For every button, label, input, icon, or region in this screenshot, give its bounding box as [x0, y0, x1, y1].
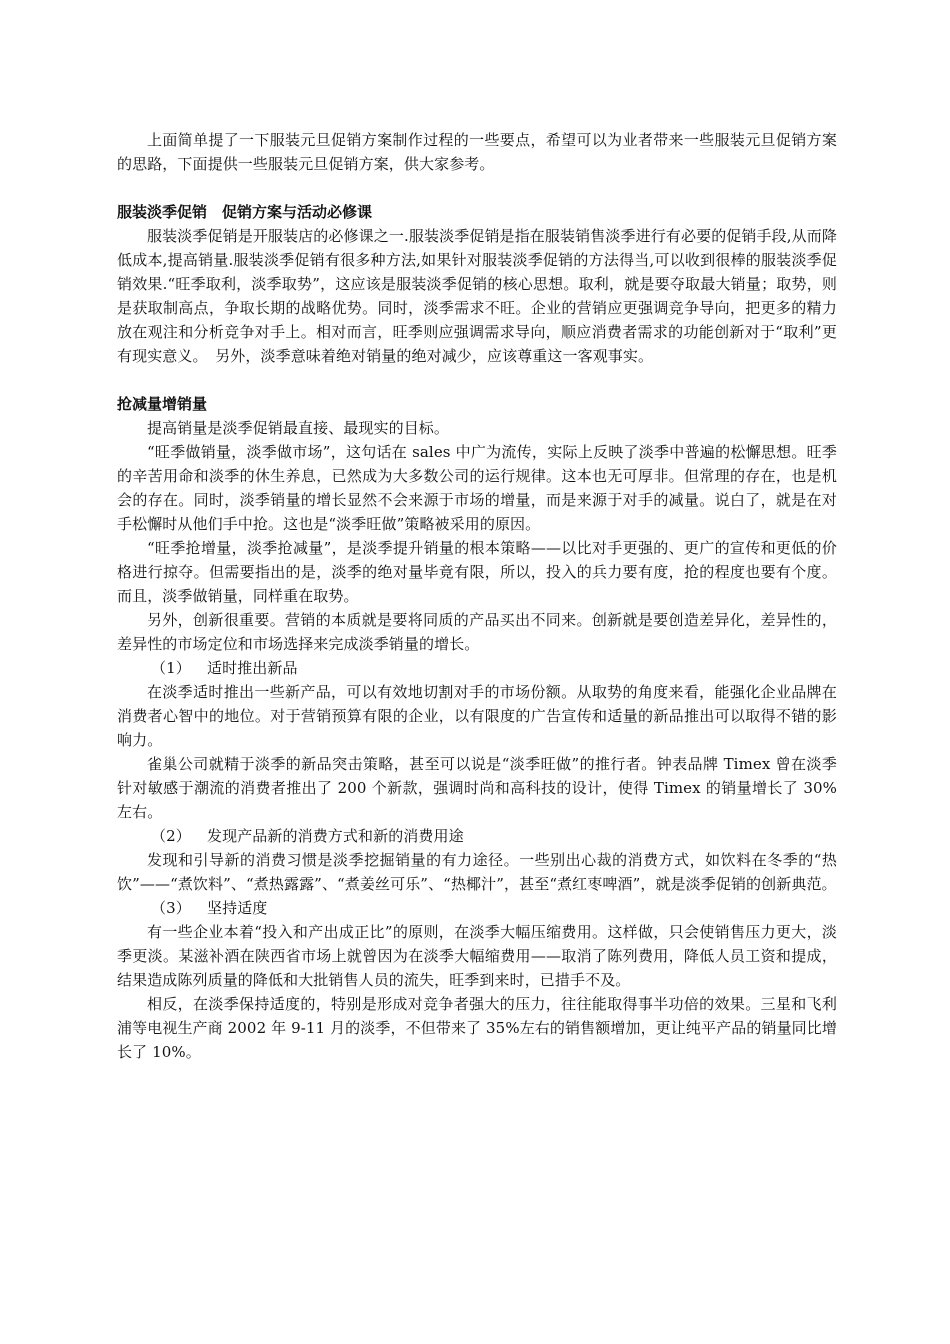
list-item-heading [117, 824, 837, 848]
section-heading-off-season: 服装淡季促销 促销方案与活动必修课 [117, 203, 373, 221]
body-paragraph: 提高销量是淡季促销最直接、最现实的目标。 [147, 419, 450, 437]
list-item-title: 发现产品新的消费方式和新的消费用途 [207, 827, 464, 845]
body-paragraph: 相反，在淡季保持适度的，特别是形成对竞争者强大的压力，往往能取得事半功倍的效果。三星和飞利浦等电视生产商 2002 年 9-11 月的淡季，不但带来了 35%左右的销售额增加，更让纯平产品的销量同比增长了 10%。 [117, 995, 837, 1061]
body-paragraph: 另外，创新很重要。营销的本质就是要将同质的产品买出不同来。创新就是要创造差异化，差异性的，差异性的市场定位和市场选择来完成淡季销量的增长。 [117, 611, 837, 653]
list-item-heading [117, 896, 837, 920]
list-item-number: （3） [151, 899, 191, 917]
body-paragraph: 雀巢公司就精于淡季的新品突击策略，甚至可以说是“淡季旺做”的推行者。钟表品牌 Timex 曾在淡季针对敏感于潮流的消费者推出了 200 个新款，强调时尚和高科技的设计，使得 Timex 的销量增长了 30%左右。 [117, 755, 837, 821]
list-item-title: 适时推出新品 [207, 659, 298, 677]
section-heading-grab-sales: 抢减量增销量 [117, 395, 208, 413]
list-item-heading [117, 656, 837, 680]
body-paragraph: 发现和引导新的消费习惯是淡季挖掘销量的有力途径。一些别出心裁的消费方式，如饮料在冬季的“热饮”——“煮饮料”、“煮热露露”、“煮姜丝可乐”、“热椰汁”，甚至“煮红枣啤酒”，就是淡季促销的创新典范。 [117, 851, 837, 893]
off-season-paragraph: 服装淡季促销是开服装店的必修课之一.服装淡季促销是指在服装销售淡季进行有必要的促销手段,从而降低成本,提高销量.服装淡季促销有很多种方法,如果针对服装淡季促销的方法得当,可以收到很棒的服装淡季促销效果.“旺季取利，淡季取势”，这应该是服装淡季促销的核心思想。取利，就是要夺取最大销量；取势，则是获取制高点，争取长期的战略优势。同时，淡季需求不旺。企业的营销应更强调竞争导向，把更多的精力放在观注和分析竞争对手上。相对而言，旺季则应强调需求导向，顺应消费者需求的功能创新对于“取利”更有现实意义。 另外，淡季意味着绝对销量的绝对减少，应该尊重这一客观事实。 [117, 227, 837, 365]
list-item-number: （2） [151, 827, 191, 845]
document-body [117, 128, 837, 1064]
body-paragraph: “旺季抢增量，淡季抢减量”，是淡季提升销量的根本策略——以比对手更强的、更广的宣传和更低的价格进行掠夺。但需要指出的是，淡季的绝对量毕竟有限，所以，投入的兵力要有度，抢的程度也要有个度。而且，淡季做销量，同样重在取势。 [117, 539, 837, 605]
body-paragraph: “旺季做销量，淡季做市场”，这句话在 sales 中广为流传，实际上反映了淡季中普遍的松懈思想。旺季的辛苦用命和淡季的休生养息，已然成为大多数公司的运行规律。这本也无可厚非。但常理的存在，也是机会的存在。同时，淡季销量的增长显然不会来源于市场的增量，而是来源于对手的减量。说白了，就是在对手松懈时从他们手中抢。这也是“淡季旺做”策略被采用的原因。 [117, 443, 837, 533]
body-paragraph: 有一些企业本着“投入和产出成正比”的原则，在淡季大幅压缩费用。这样做，只会使销售压力更大，淡季更淡。某滋补酒在陕西省市场上就曾因为在淡季大幅缩费用——取消了陈列费用，降低人员工资和提成，结果造成陈列质量的降低和大批销售人员的流失，旺季到来时，已措手不及。 [117, 923, 837, 989]
list-item-number: （1） [151, 659, 191, 677]
body-paragraph: 在淡季适时推出一些新产品，可以有效地切割对手的市场份额。从取势的角度来看，能强化企业品牌在消费者心智中的地位。对于营销预算有限的企业，以有限度的广告宣传和适量的新品推出可以取得不错的影响力。 [117, 683, 837, 749]
intro-paragraph: 上面简单提了一下服装元旦促销方案制作过程的一些要点，希望可以为业者带来一些服装元旦促销方案的思路，下面提供一些服装元旦促销方案，供大家参考。 [117, 131, 837, 173]
list-item-title: 坚持适度 [207, 899, 268, 917]
